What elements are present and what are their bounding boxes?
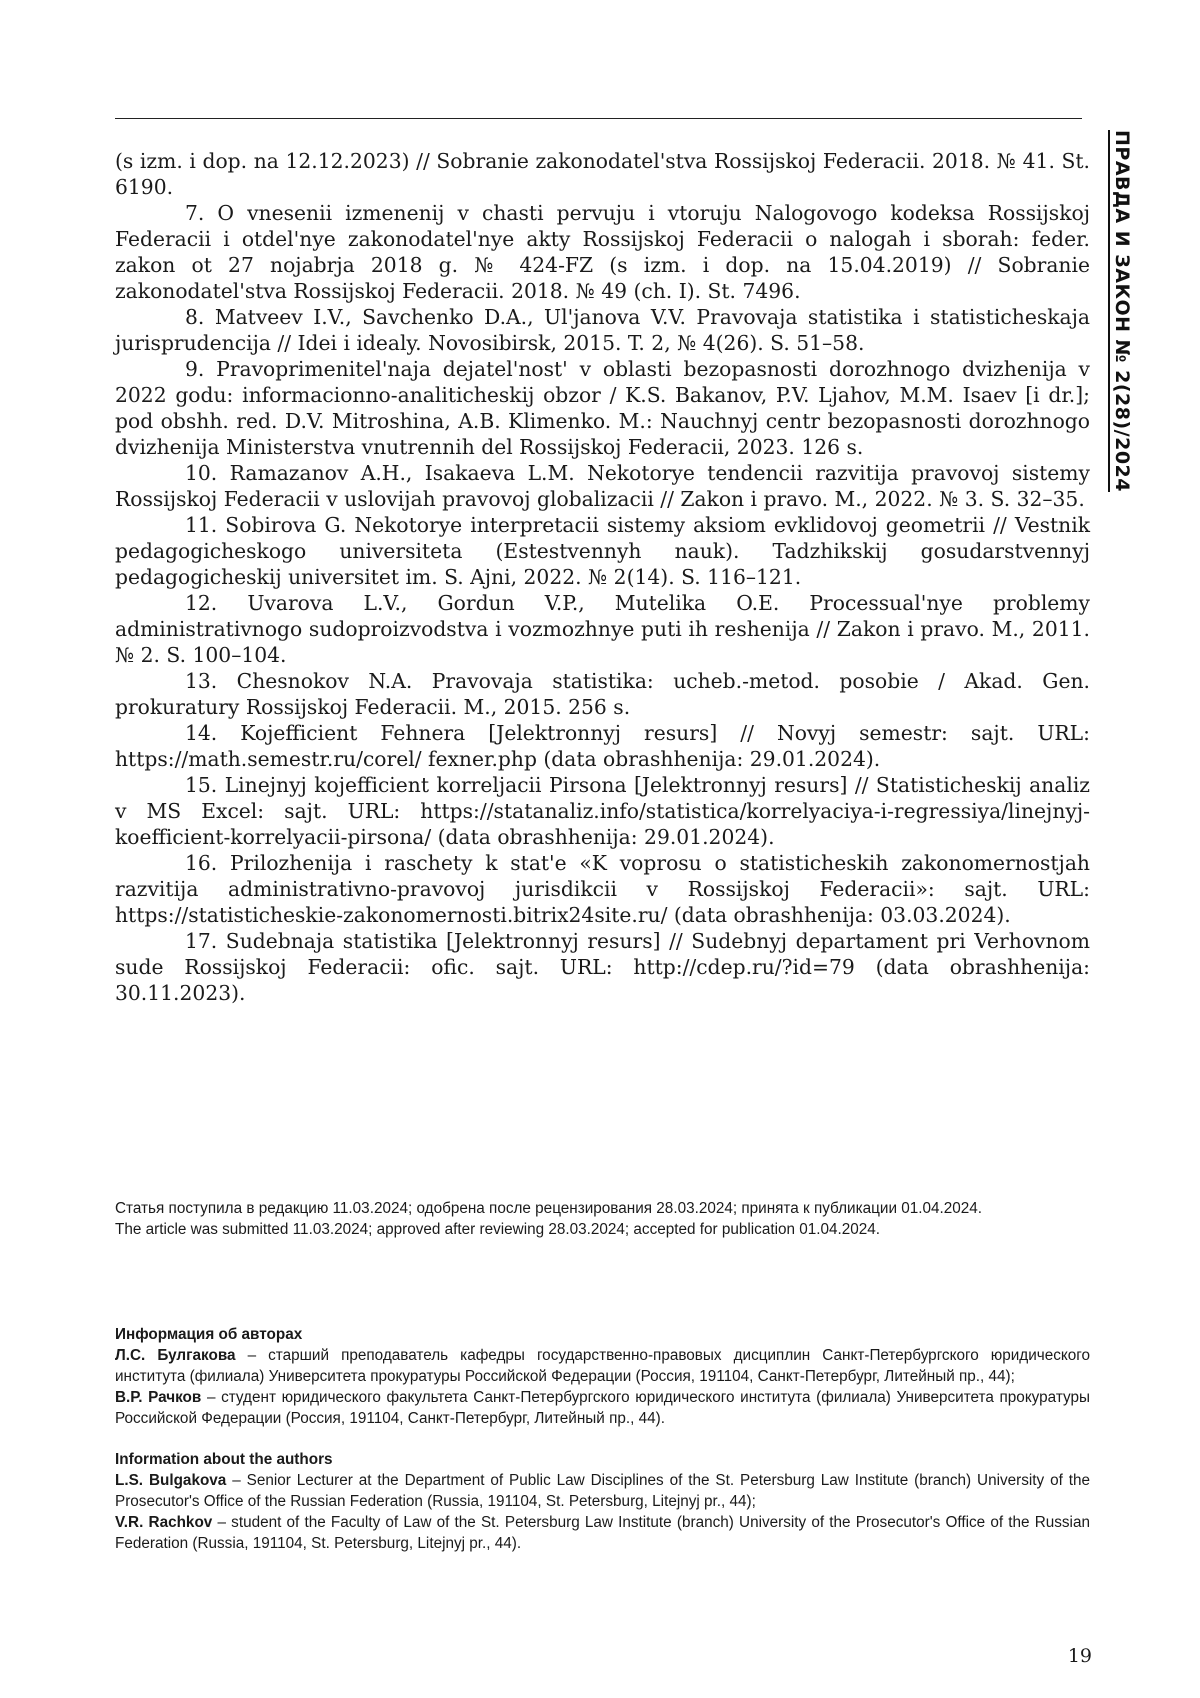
author-entry (115, 1470, 1090, 1512)
header-rule (115, 118, 1082, 119)
author-description: – student of the Faculty of Law of the St. Petersburg Law Institute (branch) University of the Prosecutor's Office of the Russian Federation (Russia, 191104, St. Petersburg, Litejnyj pr., 44). (115, 1514, 1090, 1552)
page-number: 19 (1062, 1645, 1092, 1667)
reference-item: (s izm. i dop. na 12.12.2023) // Sobranie zakonodatel'stva Rossijskoj Federacii. 2018. № 41. St. 6190. (115, 148, 1090, 200)
submission-dates-ru: Статья поступила в редакцию 11.03.2024; одобрена после рецензирования 28.03.2024; принята к публикации 01.04.2024. (115, 1198, 1090, 1219)
journal-side-title (1105, 130, 1145, 530)
reference-item: 15. Linejnyj kojefficient korreljacii Pirsona [Jelektronnyj resurs] // Statisticheskij analiz v MS Excel: sajt. URL: https://statanaliz.info/statistica/korrelyaciya-i-regressiya/linejnyj-koefficient-korrelyacii-pirsona/ (data obrashhenija: 29.01.2024). (115, 772, 1090, 850)
reference-list (115, 148, 1090, 1006)
author-information (115, 1324, 1090, 1554)
section-spacer (115, 1429, 1090, 1449)
author-description: – Senior Lecturer at the Department of Public Law Disciplines of the St. Petersburg Law Institute (branch) University of the Prosecutor's Office of the Russian Federation (Russia, 191104, St. Petersburg, Litejnyj pr., 44); (115, 1472, 1090, 1510)
author-description: – старший преподаватель кафедры государственно-правовых дисциплин Санкт-Петербургского юридического института (филиала) Университета прокуратуры Российской Федерации (Россия, 191104, Санкт-Петербург, Литейный пр., 44); (115, 1347, 1090, 1385)
journal-page (0, 0, 1200, 1698)
reference-item: 8. Matveev I.V., Savchenko D.A., Ul'janova V.V. Pravovaja statistika i statisticheskaja jurisprudencija // Idei i idealy. Novosibirsk, 2015. T. 2, № 4(26). S. 51–58. (115, 304, 1090, 356)
reference-item: 14. Kojefficient Fehnera [Jelektronnyj resurs] // Novyj semestr: sajt. URL: https://math.semestr.ru/corel/ fexner.php (data obrashhenija: 29.01.2024). (115, 720, 1090, 772)
submission-dates (115, 1198, 1090, 1240)
author-entry (115, 1387, 1090, 1429)
author-entry (115, 1512, 1090, 1554)
authors-heading-en: Information about the authors (115, 1449, 1090, 1470)
author-name: L.S. Bulgakova (115, 1472, 226, 1489)
reference-item: 17. Sudebnaja statistika [Jelektronnyj resurs] // Sudebnyj departament pri Verhovnom sude Rossijskoj Federacii: ofic. sajt. URL: http://cdep.ru/?id=79 (data obrashhenija: 30.11.2023). (115, 928, 1090, 1006)
reference-item: 13. Chesnokov N.A. Pravovaja statistika: ucheb.-metod. posobie / Akad. Gen. prokuratury Rossijskoj Federacii. M., 2015. 256 s. (115, 668, 1090, 720)
reference-item: 12. Uvarova L.V., Gordun V.P., Mutelika O.E. Processual'nye problemy administrativnogo sudoproizvodstva i vozmozhnye puti ih reshenija // Zakon i pravo. M., 2011. № 2. S. 100–104. (115, 590, 1090, 668)
author-name: В.Р. Рачков (115, 1389, 201, 1406)
journal-side-title-text: ПРАВДА И ЗАКОН № 2(28)/2024 (1108, 130, 1133, 492)
reference-item: 16. Prilozhenija i raschety k stat'e «K voprosu o statisticheskih zakonomernostjah razvitija administrativno-pravovoj jurisdikcii v Rossijskoj Federacii»: sajt. URL: https://statisticheskie-zakonomernosti.bitrix24site.ru/ (data obrashhenija: 03.03.2024). (115, 850, 1090, 928)
reference-item: 9. Pravoprimenitel'naja dejatel'nost' v oblasti bezopasnosti dorozhnogo dvizhenija v 2022 godu: informacionno-analiticheskij obzor / K.S. Bakanov, P.V. Ljahov, M.M. Isaev [i dr.]; pod obshh. red. D.V. Mitroshina, A.B. Klimenko. M.: Nauchnyj centr bezopasnosti dorozhnogo dvizhenija Ministerstva vnutrennih del Rossijskoj Federacii, 2023. 126 s. (115, 356, 1090, 460)
author-name: V.R. Rachkov (115, 1514, 212, 1531)
reference-item: 11. Sobirova G. Nekotorye interpretacii sistemy aksiom evklidovoj geometrii // Vestnik pedagogicheskogo universiteta (Estestvennyh nauk). Tadzhikskij gosudarstvennyj pedagogicheskij universitet im. S. Ajni, 2022. № 2(14). S. 116–121. (115, 512, 1090, 590)
reference-item: 7. O vnesenii izmenenij v chasti pervuju i vtoruju Nalogovogo kodeksa Rossijskoj Federacii i otdel'nye zakonodatel'nye akty Rossijskoj Federacii o nalogah i sborah: feder. zakon ot 27 nojabrja 2018 g. № 424-FZ (s izm. i dop. na 15.04.2019) // Sobranie zakonodatel'stva Rossijskoj Federacii. 2018. № 49 (ch. I). St. 7496. (115, 200, 1090, 304)
submission-dates-en: The article was submitted 11.03.2024; approved after reviewing 28.03.2024; accepted for publication 01.04.2024. (115, 1219, 1090, 1240)
reference-item: 10. Ramazanov A.H., Isakaeva L.M. Nekotorye tendencii razvitija pravovoj sistemy Rossijskoj Federacii v uslovijah pravovoj globalizacii // Zakon i pravo. M., 2022. № 3. S. 32–35. (115, 460, 1090, 512)
author-description: – студент юридического факультета Санкт-Петербургского юридического института (филиала) Университета прокуратуры Российской Федерации (Россия, 191104, Санкт-Петербург, Литейный пр., 44). (115, 1389, 1090, 1427)
author-name: Л.С. Булгакова (115, 1347, 236, 1364)
author-entry (115, 1345, 1090, 1387)
authors-heading-ru: Информация об авторах (115, 1324, 1090, 1345)
